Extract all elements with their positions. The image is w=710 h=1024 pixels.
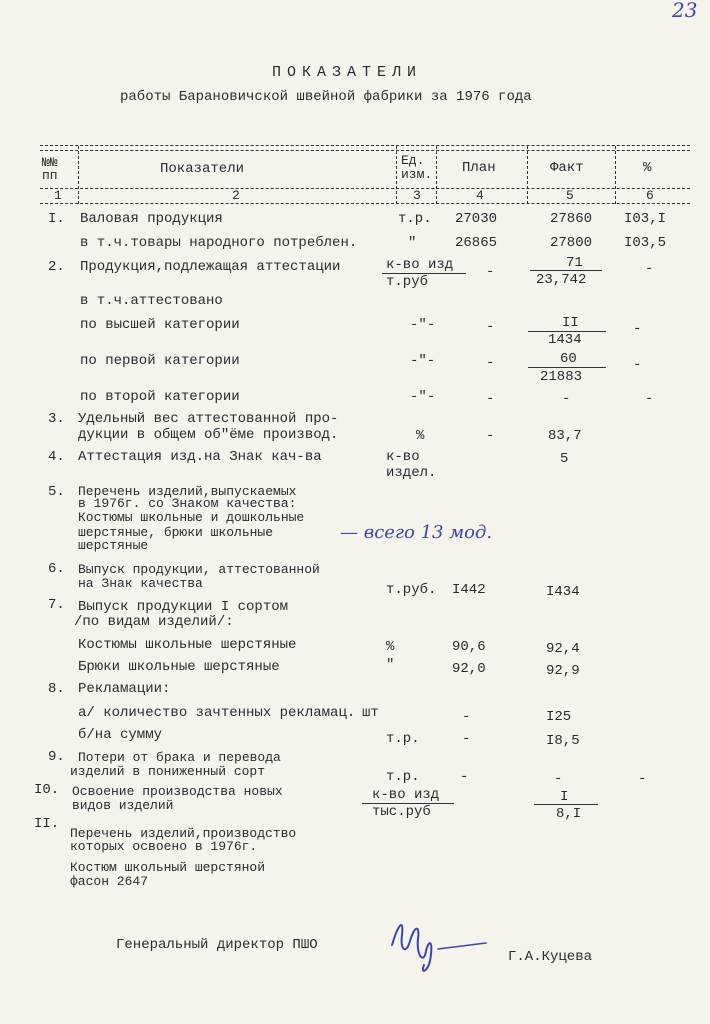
row-label: Потери от брака и перевода	[78, 750, 281, 765]
row-pct: I03,5	[624, 235, 667, 251]
header-unit: Ед. изм.	[401, 153, 433, 182]
row-unit: -"-	[410, 353, 436, 369]
row-unit: т.р.	[386, 769, 420, 785]
col-divider	[436, 146, 437, 204]
row-unit: издел.	[386, 465, 437, 481]
row-label: шерстяные	[78, 538, 149, 553]
col-divider	[78, 146, 79, 204]
row-plan: I442	[452, 582, 486, 598]
row-label: Перечень изделий,выпускаемых	[78, 484, 297, 499]
row-fact-top: I	[560, 789, 569, 805]
header-indicator: Показатели	[160, 161, 245, 177]
row-label: которых освоено в 1976г.	[70, 839, 258, 854]
row-label: а/ количество зачтенных рекламац.	[78, 705, 356, 721]
row-fact: 5	[560, 451, 569, 467]
row-fact-bottom: 21883	[540, 369, 583, 385]
row-label: шерстяные, брюки школьные	[78, 525, 274, 540]
row-label: по первой категории	[80, 353, 240, 369]
row-plan: 27030	[455, 211, 498, 227]
row-fact: 92,9	[546, 663, 580, 679]
header-mid-rule	[40, 188, 690, 189]
row-label: Костюм школьный шерстяной	[70, 860, 266, 875]
signature-image	[380, 905, 490, 980]
signatory-name: Г.А.Куцева	[508, 949, 593, 965]
row-number: 7.	[48, 597, 65, 613]
row-label: на Знак качества	[78, 576, 203, 591]
row-number: 6.	[48, 561, 65, 577]
row-label: в т.ч.товары народного потреблен.	[80, 235, 358, 251]
row-label: в 1976г. со Знаком качества:	[78, 496, 297, 511]
col-number: 4	[476, 188, 484, 203]
col-number: 6	[646, 188, 654, 203]
row-fact-bottom: 8,I	[556, 806, 582, 822]
row-label: Выпуск продукции I сортом	[78, 599, 289, 615]
row-fact-bottom: 1434	[548, 332, 582, 348]
row-fact: 27860	[550, 211, 593, 227]
row-unit: к-во	[386, 449, 420, 465]
row-unit: %	[416, 428, 425, 444]
row-fact: 92,4	[546, 641, 580, 657]
row-plan: 90,6	[452, 639, 486, 655]
row-label: по высшей категории	[80, 317, 240, 333]
row-plan: -	[462, 709, 471, 725]
row-pct: -	[645, 391, 654, 407]
row-unit-top: к-во изд	[372, 787, 440, 803]
row-plan: -	[462, 731, 471, 747]
row-plan: 92,0	[452, 661, 486, 677]
row-fact-bottom: 23,742	[536, 272, 587, 288]
row-number: 9.	[48, 749, 65, 765]
header-top-rule	[40, 145, 690, 146]
col-divider	[615, 146, 616, 204]
row-label: Костюмы школьные шерстяные	[78, 637, 297, 653]
row-unit-bottom: тыс.руб	[372, 804, 431, 820]
header-plan: План	[462, 160, 496, 176]
row-unit: т.руб.	[386, 582, 437, 598]
row-pct: -	[638, 771, 647, 787]
row-plan: -	[486, 319, 495, 335]
row-label: Выпуск продукции, аттестованной	[78, 562, 320, 577]
fraction-line	[534, 804, 598, 805]
col-number: 1	[54, 188, 62, 203]
row-label: /по видам изделий/:	[74, 614, 234, 630]
row-unit: -"-	[410, 389, 436, 405]
row-label: фасон 2647	[70, 874, 149, 889]
row-pct: -	[645, 261, 654, 277]
col-number: 2	[232, 188, 240, 203]
header-top-rule-2	[40, 150, 690, 151]
row-unit: -"-	[410, 317, 436, 333]
row-unit: т.р.	[386, 731, 420, 747]
header-fact: Факт	[550, 160, 584, 176]
row-label: Рекламации:	[78, 681, 171, 697]
row-number: II.	[34, 816, 60, 832]
row-plan: -	[486, 428, 495, 444]
row-unit: шт	[362, 705, 379, 721]
row-label: Валовая продукция	[80, 211, 223, 227]
row-label: б/на сумму	[78, 727, 163, 743]
row-pct: I03,I	[624, 211, 667, 227]
row-label: по второй категории	[80, 389, 240, 405]
header-pct: %	[643, 160, 652, 176]
row-unit-bottom: т.руб	[386, 274, 429, 290]
row-number: 5.	[48, 484, 65, 500]
row-fact: I25	[546, 709, 572, 725]
col-divider	[527, 146, 528, 204]
row-fact: -	[562, 391, 571, 407]
row-number: 8.	[48, 681, 65, 697]
row-unit: т.р.	[398, 211, 432, 227]
row-unit: %	[386, 639, 395, 655]
row-pct: -	[633, 357, 642, 373]
row-number: 3.	[48, 411, 65, 427]
row-number: 2.	[48, 259, 65, 275]
row-fact: I8,5	[546, 733, 580, 749]
row-number: I.	[48, 211, 65, 227]
row-fact: 27800	[550, 235, 593, 251]
row-fact-top: 71	[566, 255, 583, 271]
row-plan: -	[486, 391, 495, 407]
col-divider	[396, 146, 397, 204]
row-fact: I434	[546, 584, 580, 600]
row-plan: 26865	[455, 235, 498, 251]
row-fact-top: II	[562, 315, 579, 331]
row-fact: 83,7	[548, 428, 582, 444]
col-number: 5	[566, 188, 574, 203]
row-label: Аттестация изд.на Знак кач-ва	[78, 449, 322, 465]
page-subtitle: работы Барановичской швейной фабрики за 1976 года	[120, 89, 532, 105]
row-unit-top: к-во изд	[386, 257, 454, 273]
row-pct: -	[633, 321, 642, 337]
row-label: Брюки школьные шерстяные	[78, 659, 280, 675]
row-unit: "	[386, 657, 395, 673]
fraction-line	[528, 367, 606, 368]
row-unit: "	[408, 235, 417, 251]
row-label: Удельный вес аттестованной про-	[78, 411, 339, 427]
row-plan: -	[486, 355, 495, 371]
row-fact-top: 60	[560, 351, 577, 367]
fraction-line	[530, 270, 602, 271]
row-plan: -	[460, 769, 469, 785]
row-label: Освоение производства новых	[72, 784, 283, 799]
header-bottom-rule	[40, 203, 690, 204]
signatory-position: Генеральный директор ПШО	[116, 937, 318, 953]
row-label: дукции в общем об"ёме производ.	[78, 427, 339, 443]
header-num: №№ пп	[42, 155, 58, 183]
row-label: видов изделий	[72, 798, 174, 813]
row-label: изделий в пониженный сорт	[70, 764, 266, 779]
row-label: в т.ч.аттестовано	[80, 293, 223, 309]
row-number: 4.	[48, 449, 65, 465]
handwritten-note: — всего 13 мод.	[340, 522, 493, 543]
row-number: I0.	[34, 782, 60, 798]
row-label: Костюмы школьные и дошкольные	[78, 510, 305, 525]
page-title: ПОКАЗАТЕЛИ	[272, 64, 423, 81]
row-label: Продукция,подлежащая аттестации	[80, 259, 341, 275]
row-label: Перечень изделий,производство	[70, 826, 297, 841]
row-plan: -	[486, 264, 495, 280]
col-number: 3	[413, 188, 421, 203]
row-fact: -	[554, 771, 563, 787]
page-number: 23	[672, 0, 698, 22]
